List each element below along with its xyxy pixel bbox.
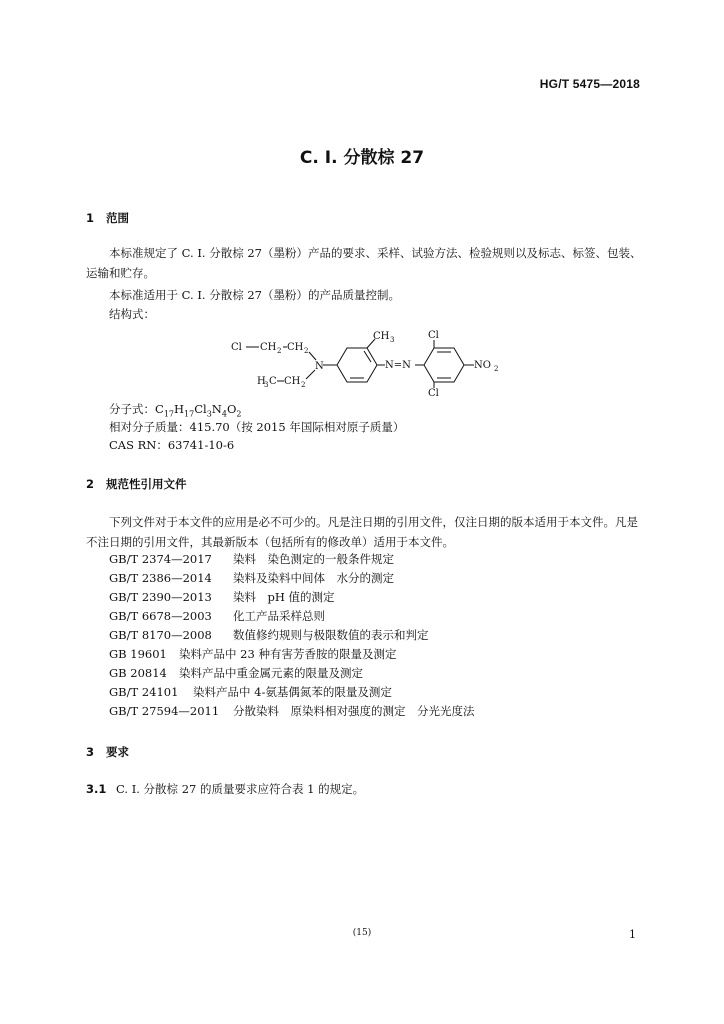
section-title: 要求 [106,745,129,759]
formula-o: O [226,402,237,416]
formula-h: H [174,402,185,416]
reference-title: 染料产品中 23 种有害芳香胺的限量及测定 [179,647,397,661]
formula-n: N [211,402,222,416]
clause-text: C. I. 分散棕 27 的质量要求应符合表 1 的规定。 [116,782,365,796]
reference-code: GB 20814 [109,666,167,680]
scope-paragraph-2: 本标准适用于 C. I. 分散棕 27（墨粉）的产品质量控制。 [109,288,400,302]
ch2-a-label: CH [260,342,277,353]
formula-cl: Cl [194,402,207,416]
formula-c-count: 17 [163,409,174,419]
n-amine-label: N [315,361,324,372]
formula-label: 分子式： [109,402,155,416]
structural-formula [225,328,525,396]
reference-list [109,550,475,721]
reference-title: 染料产品中重金属元素的限量及测定 [179,666,363,680]
clause-3-1 [86,781,364,797]
reference-code: GB/T 2374—2017 [109,552,212,566]
azo-label: N=N [385,360,411,371]
c-label: C [269,376,277,387]
clause-number: 3.1 [86,782,107,796]
subscript-2: 2 [494,365,499,373]
subscript-2: 2 [304,347,309,355]
ch2-b-label: CH [287,342,304,353]
benzene-ring-1 [337,348,377,382]
cl-bottom-label: Cl [428,388,439,396]
page-title: C. I. 分散棕 27 [299,148,425,168]
subscript-2: 2 [301,381,306,389]
reference-code: GB/T 6678—2003 [109,609,212,623]
standard-number: HG/T 5475—2018 [539,77,640,91]
formula-cl-count: 3 [206,409,212,419]
reference-item [109,626,475,645]
formula-n-count: 4 [221,409,227,419]
section-heading-references [86,476,187,492]
structure-label: 结构式： [109,307,155,321]
section-heading-requirements [86,744,129,760]
ch3-label: CH [373,331,390,342]
no2-label: NO [474,360,491,371]
subscript-3: 3 [390,336,395,344]
reference-item [109,702,475,721]
footer-page-label: (15) [352,928,372,938]
reference-code: GB/T 24101 [109,685,179,699]
reference-code: GB/T 2386—2014 [109,571,212,585]
subscript-3: 3 [264,381,269,389]
cl-top-label: Cl [428,330,439,341]
reference-item [109,569,475,588]
reference-title: 数值修约规则与极限数值的表示和判定 [233,628,429,642]
section-number: 2 [86,477,95,491]
reference-item [109,645,475,664]
section-title: 规范性引用文件 [106,477,187,491]
references-intro: 下列文件对于本文件的应用是必不可少的。凡是注日期的引用文件，仅注日期的版本适用于本文件。凡是不注日期的引用文件，其最新版本（包括所有的修改单）适用于本文件。 [86,515,638,549]
scope-paragraph-1: 本标准规定了 C. I. 分散棕 27（墨粉）产品的要求、采样、试验方法、检验规则以及标志、标签、包装、运输和贮存。 [86,246,642,280]
reference-code: GB/T 2390—2013 [109,590,212,604]
reference-item [109,550,475,569]
reference-title: 染料 pH 值的测定 [233,590,335,604]
bond-line [309,352,316,360]
bond-line [306,370,315,379]
reference-item [109,607,475,626]
reference-item [109,588,475,607]
section-number: 3 [86,745,95,759]
h3c-label: H [257,376,266,387]
reference-title: 染料及染料中间体 水分的测定 [233,571,394,585]
section-number: 1 [86,211,95,225]
reference-code: GB 19601 [109,647,167,661]
cas-number: CAS RN：63741-10-6 [109,438,235,452]
reference-title: 分散染料 原染料相对强度的测定 分光光度法 [233,704,475,718]
formula-c: C [155,402,164,416]
reference-code: GB/T 8170—2008 [109,628,212,642]
cl-left-label: Cl [231,342,242,353]
ch2-c-label: CH [284,376,301,387]
reference-title: 染料产品中 4-氨基偶氮苯的限量及测定 [193,685,392,699]
formula-h-count: 17 [184,409,195,419]
formula-o-count: 2 [236,409,242,419]
section-heading-scope [86,210,129,226]
reference-code: GB/T 27594—2011 [109,704,220,718]
reference-title: 染料 染色测定的一般条件规定 [233,552,394,566]
reference-item [109,664,475,683]
molecular-weight: 相对分子质量：415.70（按 2015 年国际相对原子质量） [109,420,405,434]
reference-item [109,683,475,702]
subscript-2: 2 [277,347,282,355]
section-title: 范围 [106,211,129,225]
reference-title: 化工产品采样总则 [233,609,325,623]
benzene-ring-2 [424,348,464,382]
footer-page-number: 1 [629,928,636,941]
